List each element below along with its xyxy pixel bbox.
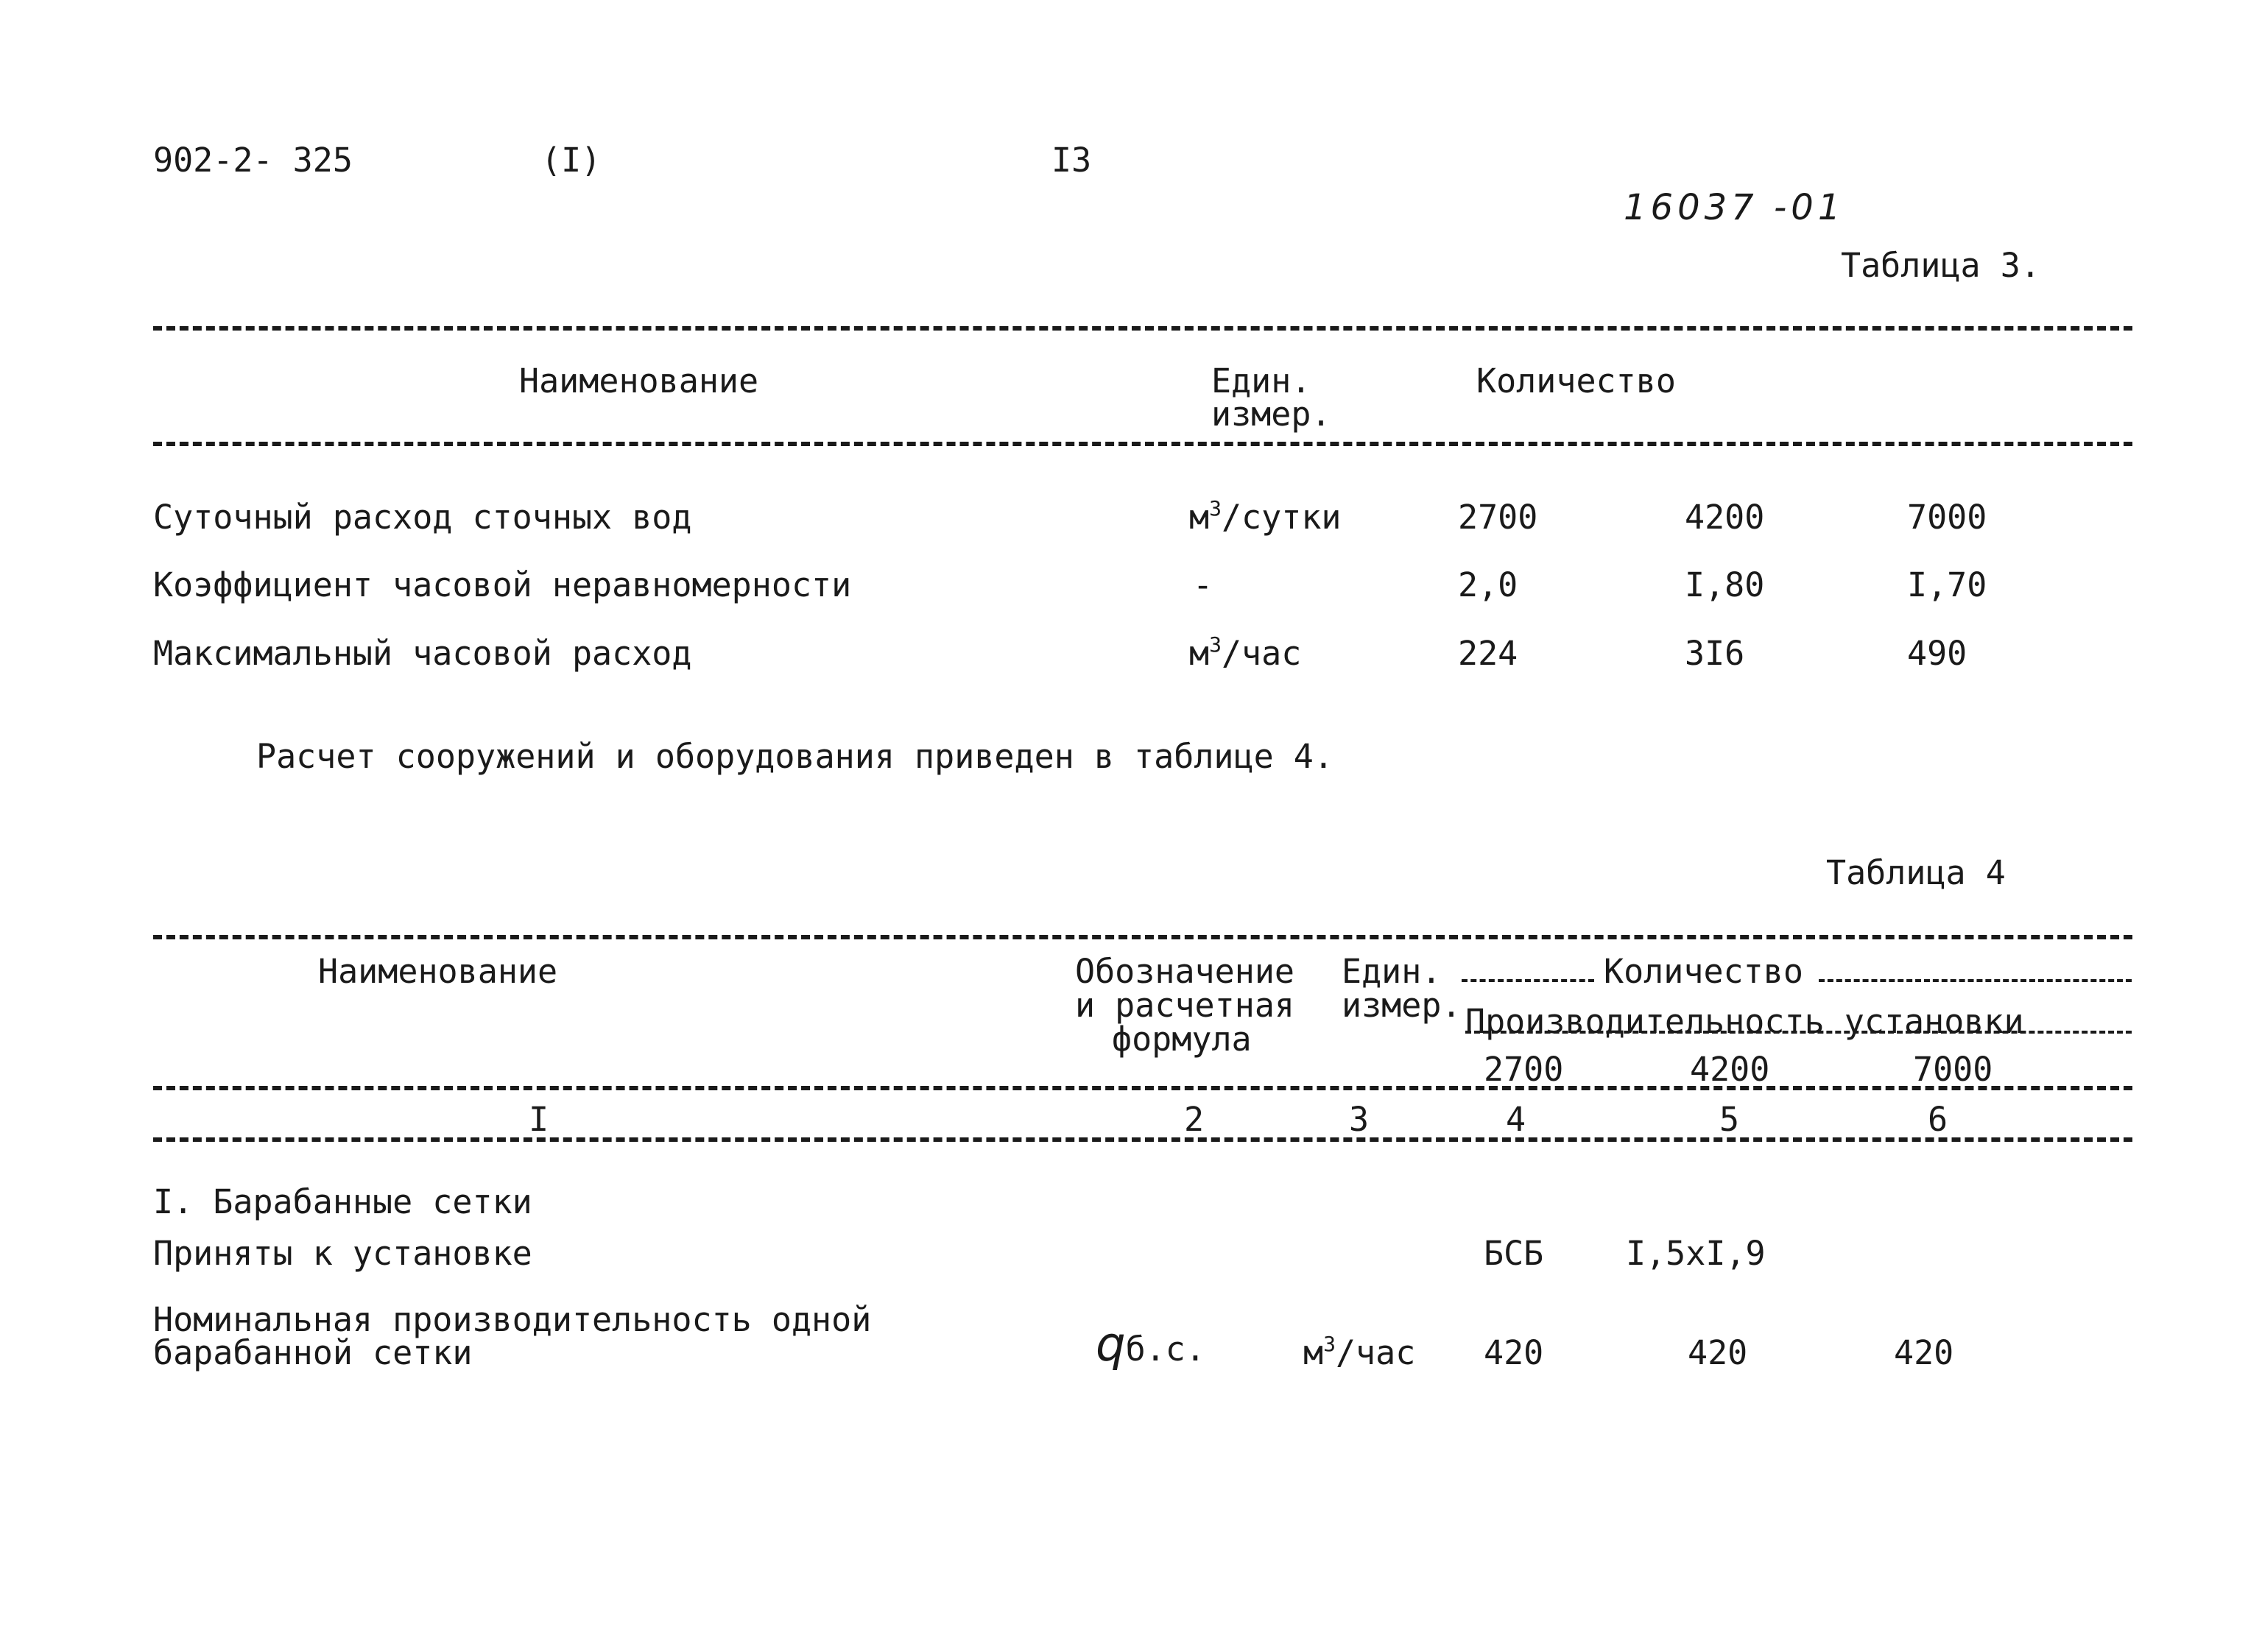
capacity-value-3: 7000 — [1913, 1050, 1993, 1089]
col-number-1: I — [529, 1100, 549, 1139]
table3-top-rule — [153, 326, 2132, 331]
table3-col-unit-2: измер. — [1211, 395, 1331, 434]
table4-col-formula-1: Обозначение — [1075, 952, 1295, 991]
row-name-line-1: Номинальная производительность одной — [153, 1300, 872, 1339]
doc-code: 902-2- 325 — [153, 141, 353, 180]
row-value-1: 420 — [1484, 1333, 1544, 1372]
row-name-line-2: барабанной сетки — [153, 1333, 473, 1372]
table4-header-rule — [153, 1086, 2132, 1090]
row-type: БСБ — [1484, 1234, 1544, 1273]
row-value-3: 7000 — [1907, 498, 1987, 537]
row-unit: - — [1193, 565, 1213, 604]
capacity-rule — [1465, 1031, 2132, 1034]
row-value-1: 2700 — [1458, 498, 1538, 537]
row-name: Максимальный часовой расход — [153, 634, 692, 673]
table4-number-rule — [153, 1137, 2132, 1142]
row-value-3: I,70 — [1907, 565, 1987, 604]
handwritten-ref: 16037 -01 — [1624, 187, 1845, 228]
quantity-right-rule — [1819, 979, 2132, 982]
table3-caption: Таблица 3. — [1841, 246, 2040, 285]
row-unit: $м^3$/сутки — [1189, 496, 1342, 537]
table3-header-rule — [153, 442, 2132, 446]
volume-number: (I) — [541, 141, 602, 180]
row-value-2: 4200 — [1685, 498, 1765, 537]
row-value-2: I,80 — [1685, 565, 1765, 604]
row-formula: qб.с. — [1096, 1318, 1205, 1372]
row-name: Приняты к установке — [153, 1234, 532, 1273]
row-value-2: 420 — [1688, 1333, 1748, 1372]
row-value-2: 3I6 — [1685, 634, 1745, 673]
table4-caption: Таблица 4 — [1826, 853, 2006, 892]
table3-col-quantity: Количество — [1476, 361, 1676, 400]
table3-col-name: Наименование — [519, 361, 759, 400]
section-title: I. Барабанные сетки — [153, 1182, 532, 1221]
row-name: Суточный расход сточных вод — [153, 498, 692, 537]
row-name: Коэффициент часовой неравномерности — [153, 565, 852, 604]
page-number: I3 — [1051, 141, 1092, 180]
col-number-3: 3 — [1349, 1100, 1370, 1139]
row-unit: $м^3$/час — [1303, 1332, 1416, 1372]
col-number-4: 4 — [1506, 1100, 1526, 1139]
row-value-1: 224 — [1458, 634, 1518, 673]
col-number-5: 5 — [1719, 1100, 1740, 1139]
table4-col-unit-2: измер. — [1342, 986, 1462, 1025]
note-text: Расчет сооружений и оборудования приведен в таблице 4. — [256, 737, 1333, 776]
capacity-value-2: 4200 — [1690, 1050, 1770, 1089]
table4-col-name: Наименование — [318, 952, 558, 991]
handwritten-q: q — [1096, 1318, 1126, 1372]
row-value-1: 2,0 — [1458, 565, 1518, 604]
row-unit: $м^3$/час — [1189, 632, 1302, 673]
row-value-3: 490 — [1907, 634, 1967, 673]
table4-col-unit-1: Един. — [1342, 952, 1442, 991]
col-number-2: 2 — [1184, 1100, 1205, 1139]
row-value-3: 420 — [1894, 1333, 1954, 1372]
row-size: I,5xI,9 — [1626, 1234, 1766, 1273]
table4-col-formula-3: формула — [1112, 1020, 1252, 1059]
table4-col-capacity: Производительность установки — [1465, 1002, 2024, 1041]
table4-top-rule — [153, 935, 2132, 939]
table4-col-quantity: Количество — [1604, 952, 1803, 991]
capacity-value-1: 2700 — [1484, 1050, 1564, 1089]
col-number-6: 6 — [1928, 1100, 1948, 1139]
table4-col-formula-2: и расчетная — [1075, 986, 1295, 1025]
quantity-left-rule — [1462, 979, 1594, 982]
table3-col-unit-1: Един. — [1211, 361, 1311, 400]
